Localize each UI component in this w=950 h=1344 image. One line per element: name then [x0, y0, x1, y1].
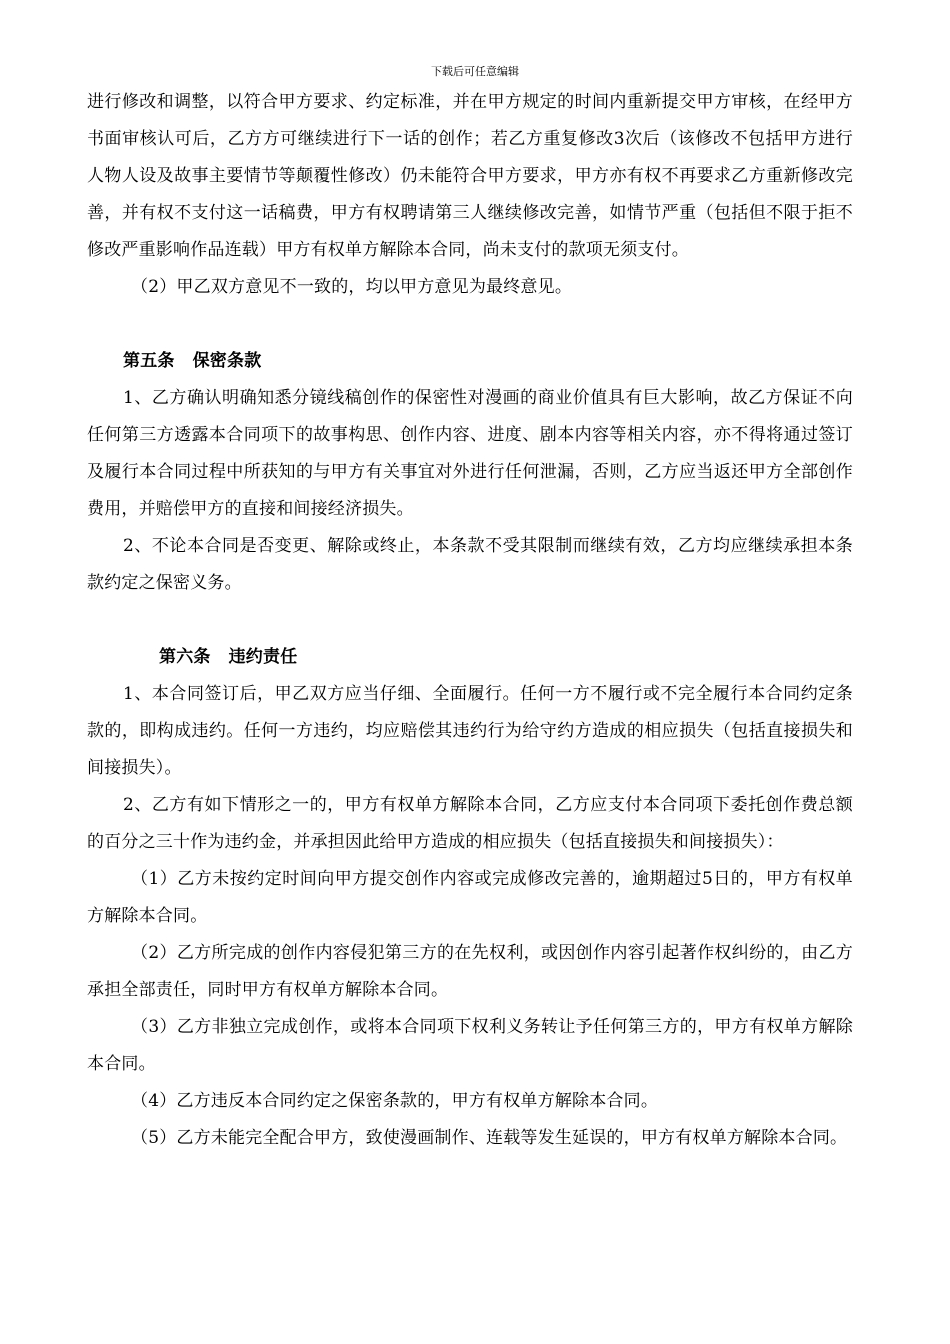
- article-6-clause-1: 1、本合同签订后，甲乙双方应当仔细、全面履行。任何一方不履行或不完全履行本合同约定条款的，即构成违约。任何一方违约，均应赔偿其违约行为给守约方造成的相应损失（包括直接损失和间接损失）。: [87, 684, 853, 778]
- page-header-note: 下载后可任意编辑: [431, 65, 519, 78]
- article-5-title: 保密条款: [192, 351, 262, 371]
- spacer: [87, 306, 853, 343]
- paragraph-revision-terms: 进行修改和调整，以符合甲方要求、约定标准，并在甲方规定的时间内重新提交甲方审核，在经甲方书面审核认可后，乙方方可继续进行下一话的创作；若乙方重复修改3次后（该修改不包括甲方进行人物人设及故事主要情节等颠覆性修改）仍未能符合甲方要求，甲方亦有权不再要求乙方重新修改完善，并有权不支付这一话稿费，甲方有权聘请第三人继续修改完善，如情节严重（包括但不限于拒不修改严重影响作品连载）甲方有权单方解除本合同，尚未支付的款项无须支付。: [87, 92, 853, 260]
- article-5-heading: [87, 343, 853, 380]
- article-6-item-1: （1）乙方未按约定时间向甲方提交创作内容或完成修改完善的，逾期超过5日的，甲方有权单方解除本合同。: [87, 869, 853, 926]
- spacer: [87, 602, 853, 639]
- article-5-clause-1: 1、乙方确认明确知悉分镜线稿创作的保密性对漫画的商业价值具有巨大影响，故乙方保证不向任何第三方透露本合同项下的故事构思、创作内容、进度、剧本内容等相关内容，亦不得将通过签订及履行本合同过程中所获知的与甲方有关事宜对外进行任何泄漏，否则，乙方应当返还甲方全部创作费用，并赔偿甲方的直接和间接经济损失。: [87, 388, 853, 519]
- article-6-item-2: （2）乙方所完成的创作内容侵犯第三方的在先权利，或因创作内容引起著作权纠纷的，由乙方承担全部责任，同时甲方有权单方解除本合同。: [87, 943, 853, 1000]
- article-6-number: 第六条: [159, 647, 211, 667]
- article-5-clause-2: 2、不论本合同是否变更、解除或终止，本条款不受其限制而继续有效，乙方均应继续承担本条款约定之保密义务。: [87, 536, 853, 593]
- article-6-clause-2: 2、乙方有如下情形之一的，甲方有权单方解除本合同，乙方应支付本合同项下委托创作费总额的百分之三十作为违约金，并承担因此给甲方造成的相应损失（包括直接损失和间接损失）：: [87, 795, 853, 852]
- article-6-title: 违约责任: [228, 647, 298, 667]
- article-6-item-5: （5）乙方未能完全配合甲方，致使漫画制作、连载等发生延误的，甲方有权单方解除本合同。: [131, 1128, 848, 1148]
- paragraph-item-2: （2）甲乙双方意见不一致的，均以甲方意见为最终意见。: [131, 277, 573, 297]
- article-6-item-3: （3）乙方非独立完成创作，或将本合同项下权利义务转让予任何第三方的，甲方有权单方解除本合同。: [87, 1017, 853, 1074]
- article-6-item-4: （4）乙方违反本合同约定之保密条款的，甲方有权单方解除本合同。: [131, 1091, 659, 1111]
- article-5-number: 第五条: [123, 351, 175, 371]
- article-6-heading: [87, 639, 853, 676]
- document-body: [87, 84, 853, 1157]
